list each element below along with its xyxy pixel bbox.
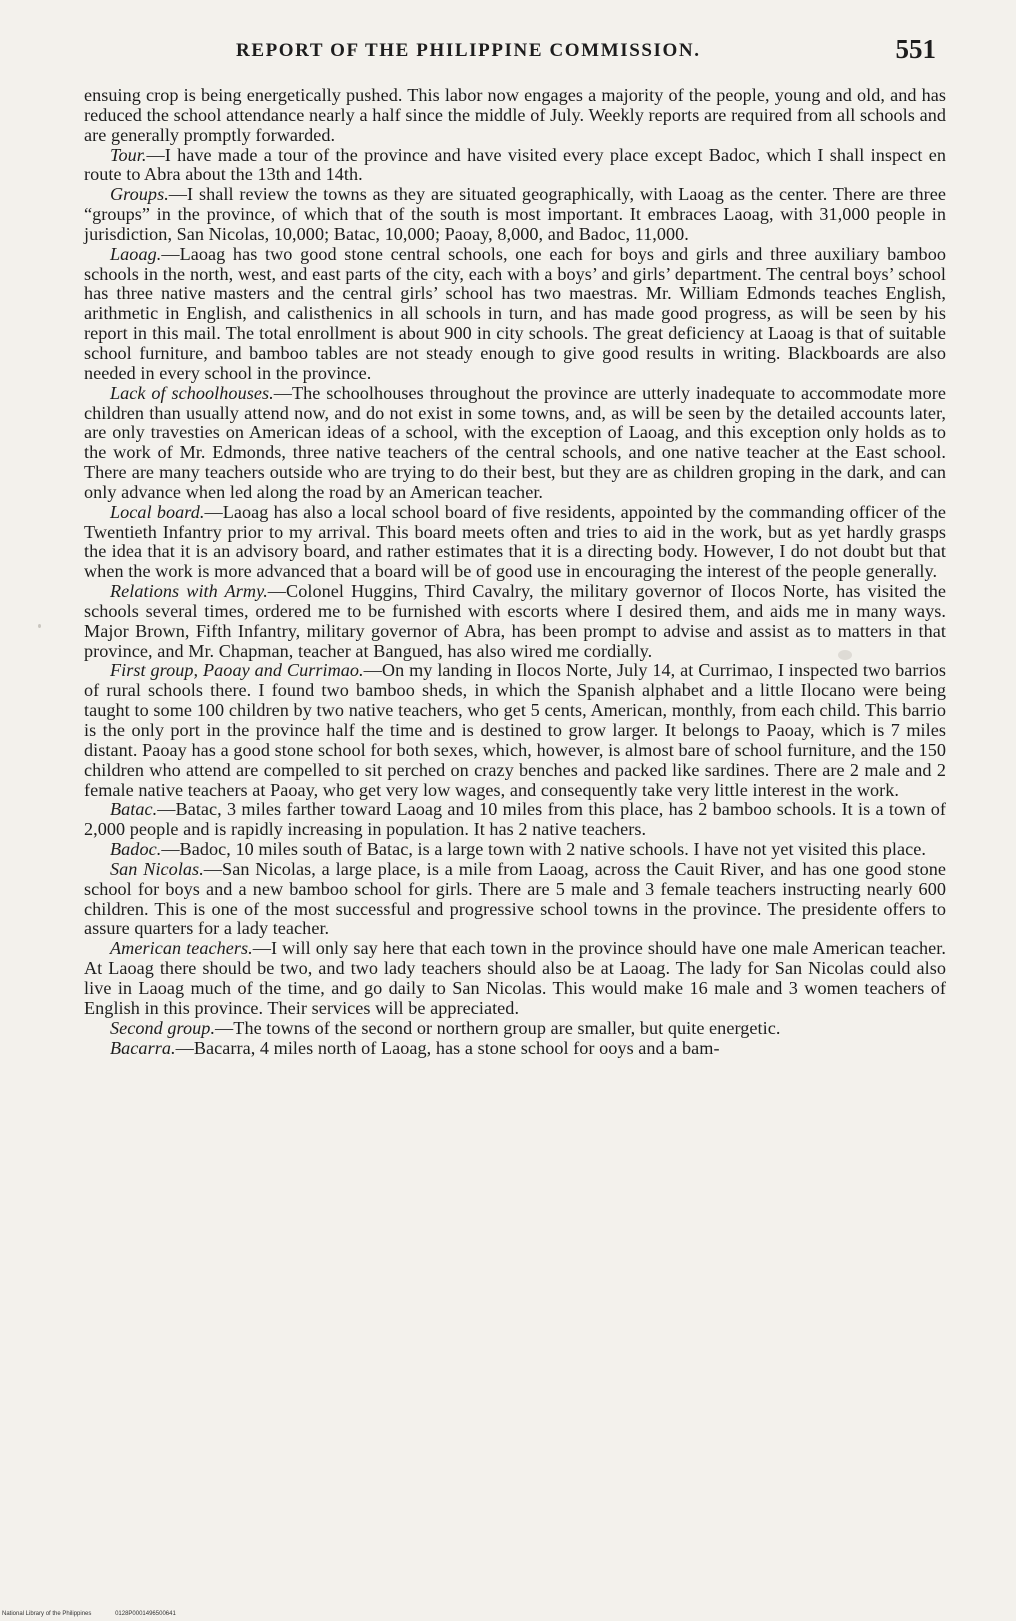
paragraph-heading: Badoc. — [110, 839, 162, 860]
paragraph-heading: Batac. — [110, 799, 158, 820]
paragraph-second-group: Second group.—The towns of the second or northern group are smaller, but quite energetic. — [110, 1017, 781, 1038]
paragraph-american-teachers: American teachers.—I will only say here that each town in the province should have one male American teacher. At Laoag there should be two, and two lady teachers should also be at Laoag. The lady for San Nicolas could also live in Laoag much of the time, and go daily to San Nicolas. This would make 16 male and 3 women teachers of English in this province. Their services will be appreciated. — [84, 938, 946, 1018]
paragraph-heading: Groups. — [110, 184, 169, 205]
paragraph-heading: Lack of schoolhouses. — [110, 382, 274, 403]
paragraph-local-board: Local board.—Laoag has also a local school board of five residents, appointed by the commanding officer of the Twentieth Infantry prior to my arrival. This board meets often and tries to aid in the work, but as yet hardly grasps the idea that it is an advisory board, and rather estimates that it is a directing body. However, I do not doubt but that when the work is more advanced that a board will be of good use in encouraging the interest of the people generally. — [84, 501, 946, 582]
paragraph-heading: Bacarra. — [110, 1037, 176, 1058]
paragraph-batac: Batac.—Batac, 3 miles farther toward Laoag and 10 miles from this place, has 2 bamboo schools. It is a town of 2,000 people and is rapidly increasing in population. It has 2 native teachers. — [84, 799, 946, 840]
paragraph-heading: San Nicolas. — [110, 858, 204, 879]
scan-speck — [38, 624, 41, 628]
paragraph-heading: First group, Paoay and Currimao. — [110, 660, 364, 681]
paragraph-relations-with-army: Relations with Army.—Colonel Huggins, Third Cavalry, the military governor of Ilocos Norte, has visited the schools several times, ordered me to be furnished with escorts where I desired them, and aids me in many ways. Major Brown, Fifth Infantry, military governor of Abra, has been prompt to advise and assist as to matters in that province, and Mr. Chapman, teacher at Bangued, has also wired me cordially. — [84, 581, 946, 661]
page-header — [84, 34, 936, 70]
paragraph-heading: Relations with Army. — [110, 581, 268, 602]
footer-library: National Library of the Philippines — [2, 1611, 92, 1617]
paragraph-heading: American teachers. — [110, 938, 253, 959]
paragraph-1: ensuing crop is being energetically pushed. This labor now engages a majority of the people, young and old, and has reduced the school attendance nearly a half since the middle of July. Weekly reports are required from all schools and are generally promptly forwarded. — [84, 85, 946, 145]
scan-footer — [2, 1611, 198, 1617]
paragraph-san-nicolas: San Nicolas.—San Nicolas, a large place, is a mile from Laoag, across the Cauit River, and has one good stone school for boys and a new bamboo school for girls. There are 5 male and 3 female teachers instructing nearly 600 children. This is one of the most successful and progressive school towns in the province. The presidente offers to assure quarters for a lady teacher. — [84, 858, 946, 939]
paragraph-lack-of-schoolhouses: Lack of schoolhouses.—The schoolhouses throughout the province are utterly inadequate to accommodate more children than usually attend now, and do not exist in some towns, and, as will be seen by the detailed accounts later, are only travesties on American ideas of a school, with the exception of Laoag, and this exception only holds as to the work of Mr. Edmonds, three native teachers of the central schools, and one native teacher at the East school. There are many teachers outside who are trying to do their best, but they are as children groping in the dark, and can only advance when led along the road by an American teacher. — [84, 382, 947, 502]
paragraph-bacarra: Bacarra.—Bacarra, 4 miles north of Laoag, has a stone school for ooys and a bam- — [110, 1037, 720, 1058]
paragraph-tour: Tour.—I have made a tour of the province and have visited every place except Badoc, which I shall inspect en route to Abra about the 13th and 14th. — [84, 144, 946, 185]
paragraph-heading: Tour. — [110, 144, 147, 165]
paragraph-heading: Laoag. — [110, 243, 162, 264]
running-title: REPORT OF THE PHILIPPINE COMMISSION. — [236, 40, 701, 61]
paragraph-first-group: First group, Paoay and Currimao.—On my landing in Ilocos Norte, July 14, at Currimao, I inspected two barrios of rural schools there. I found two bamboo sheds, in which the Spanish alphabet and a little Ilocano were being taught to some 100 children by two native teachers, who get 5 cents, American, monthly, from each child. This barrio is the only port in the province half the time and is destined to grow larger. It belongs to Paoay, which is 7 miles distant. Paoay has a good stone school for both sexes, which, however, is almost bare of school furniture, and the 150 children who attend are compelled to sit perched on crazy benches and packed like sardines. There are 2 male and 2 female native teachers at Paoay, who get very low wages, and consequently take very little interest in the work. — [84, 660, 946, 800]
paragraph-groups: Groups.—I shall review the towns as they are situated geographically, with Laoag as the center. There are three “groups” in the province, of which that of the south is most important. It embraces Laoag, with 31,000 people in jurisdiction, San Nicolas, 10,000; Batac, 10,000; Paoay, 8,000, and Badoc, 11,000. — [84, 184, 946, 244]
body-text — [84, 86, 946, 1058]
paragraph-laoag: Laoag.—Laoag has two good stone central schools, one each for boys and girls and three auxiliary bamboo schools in the north, west, and east parts of the city, each with a boys’ and girls’ department. The central boys’ school has three native masters and the central girls’ school has two maestras. Mr. William Edmonds teaches English, arithmetic in English, and calisthenics in all schools in turn, and has made good progress, as will be seen by his report in this mail. The total enrollment is about 900 in city schools. The great deficiency at Laoag is that of suitable school furniture, and bamboo tables are not steady enough to give good results in writing. Blackboards are also needed in every school in the province. — [84, 243, 946, 383]
paragraph-badoc: Badoc.—Badoc, 10 miles south of Batac, is a large town with 2 native schools. I have not yet visited this place. — [110, 839, 926, 860]
footer-code: 0128P0001496500641 — [115, 1611, 176, 1617]
scan-speck — [838, 650, 852, 660]
page-number: 551 — [895, 34, 936, 64]
paragraph-heading: Local board. — [110, 501, 205, 522]
paragraph-heading: Second group. — [110, 1017, 216, 1038]
